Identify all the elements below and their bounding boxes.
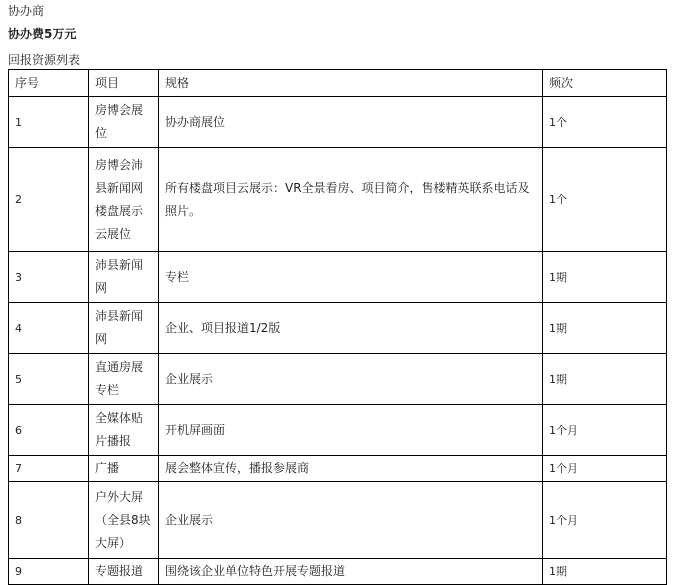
table-row	[9, 354, 667, 405]
row-no: 2	[9, 148, 89, 252]
row-item: 沛县新闻网	[89, 252, 159, 303]
row-spec: 企业展示	[159, 482, 543, 559]
table-row	[9, 97, 667, 148]
row-freq: 1个月	[543, 482, 667, 559]
row-freq: 1个	[543, 97, 667, 148]
table-row	[9, 303, 667, 354]
row-item: 全媒体贴片播报	[89, 405, 159, 456]
row-no: 9	[9, 559, 89, 585]
header-item: 项目	[89, 70, 159, 97]
row-freq: 1期	[543, 354, 667, 405]
row-item: 广播	[89, 456, 159, 482]
table-row	[9, 456, 667, 482]
row-freq: 1个月	[543, 405, 667, 456]
table-row	[9, 559, 667, 585]
row-freq: 1个月	[543, 456, 667, 482]
row-item: 房博会沛县新闻网楼盘展示云展位	[89, 148, 159, 252]
sponsor-heading: 协办商	[8, 4, 45, 18]
row-spec: 专栏	[159, 252, 543, 303]
header-no: 序号	[9, 70, 89, 97]
sponsor-fee: 协办费5万元	[8, 27, 77, 41]
row-no: 4	[9, 303, 89, 354]
resource-table	[8, 69, 667, 585]
row-no: 5	[9, 354, 89, 405]
row-freq: 1期	[543, 559, 667, 585]
row-freq: 1个	[543, 148, 667, 252]
row-freq: 1期	[543, 252, 667, 303]
header-freq: 频次	[543, 70, 667, 97]
row-item: 沛县新闻网	[89, 303, 159, 354]
resource-list-title: 回报资源列表	[8, 53, 81, 67]
table-row	[9, 148, 667, 252]
row-spec: 围绕该企业单位特色开展专题报道	[159, 559, 543, 585]
row-no: 6	[9, 405, 89, 456]
row-no: 3	[9, 252, 89, 303]
row-freq: 1期	[543, 303, 667, 354]
row-spec: 展会整体宣传，播报参展商	[159, 456, 543, 482]
row-no: 1	[9, 97, 89, 148]
row-no: 8	[9, 482, 89, 559]
row-spec: 所有楼盘项目云展示：VR全景看房、项目简介，售楼精英联系电话及照片。	[159, 148, 543, 252]
row-item: 专题报道	[89, 559, 159, 585]
row-spec: 企业展示	[159, 354, 543, 405]
table-header-row	[9, 70, 667, 97]
row-item: 户外大屏（全县8块大屏）	[89, 482, 159, 559]
table-row	[9, 252, 667, 303]
row-spec: 协办商展位	[159, 97, 543, 148]
header-spec: 规格	[159, 70, 543, 97]
row-item: 房博会展位	[89, 97, 159, 148]
row-spec: 开机屏画面	[159, 405, 543, 456]
table-row	[9, 405, 667, 456]
row-spec: 企业、项目报道1/2版	[159, 303, 543, 354]
table-row	[9, 482, 667, 559]
row-item: 直通房展专栏	[89, 354, 159, 405]
row-no: 7	[9, 456, 89, 482]
